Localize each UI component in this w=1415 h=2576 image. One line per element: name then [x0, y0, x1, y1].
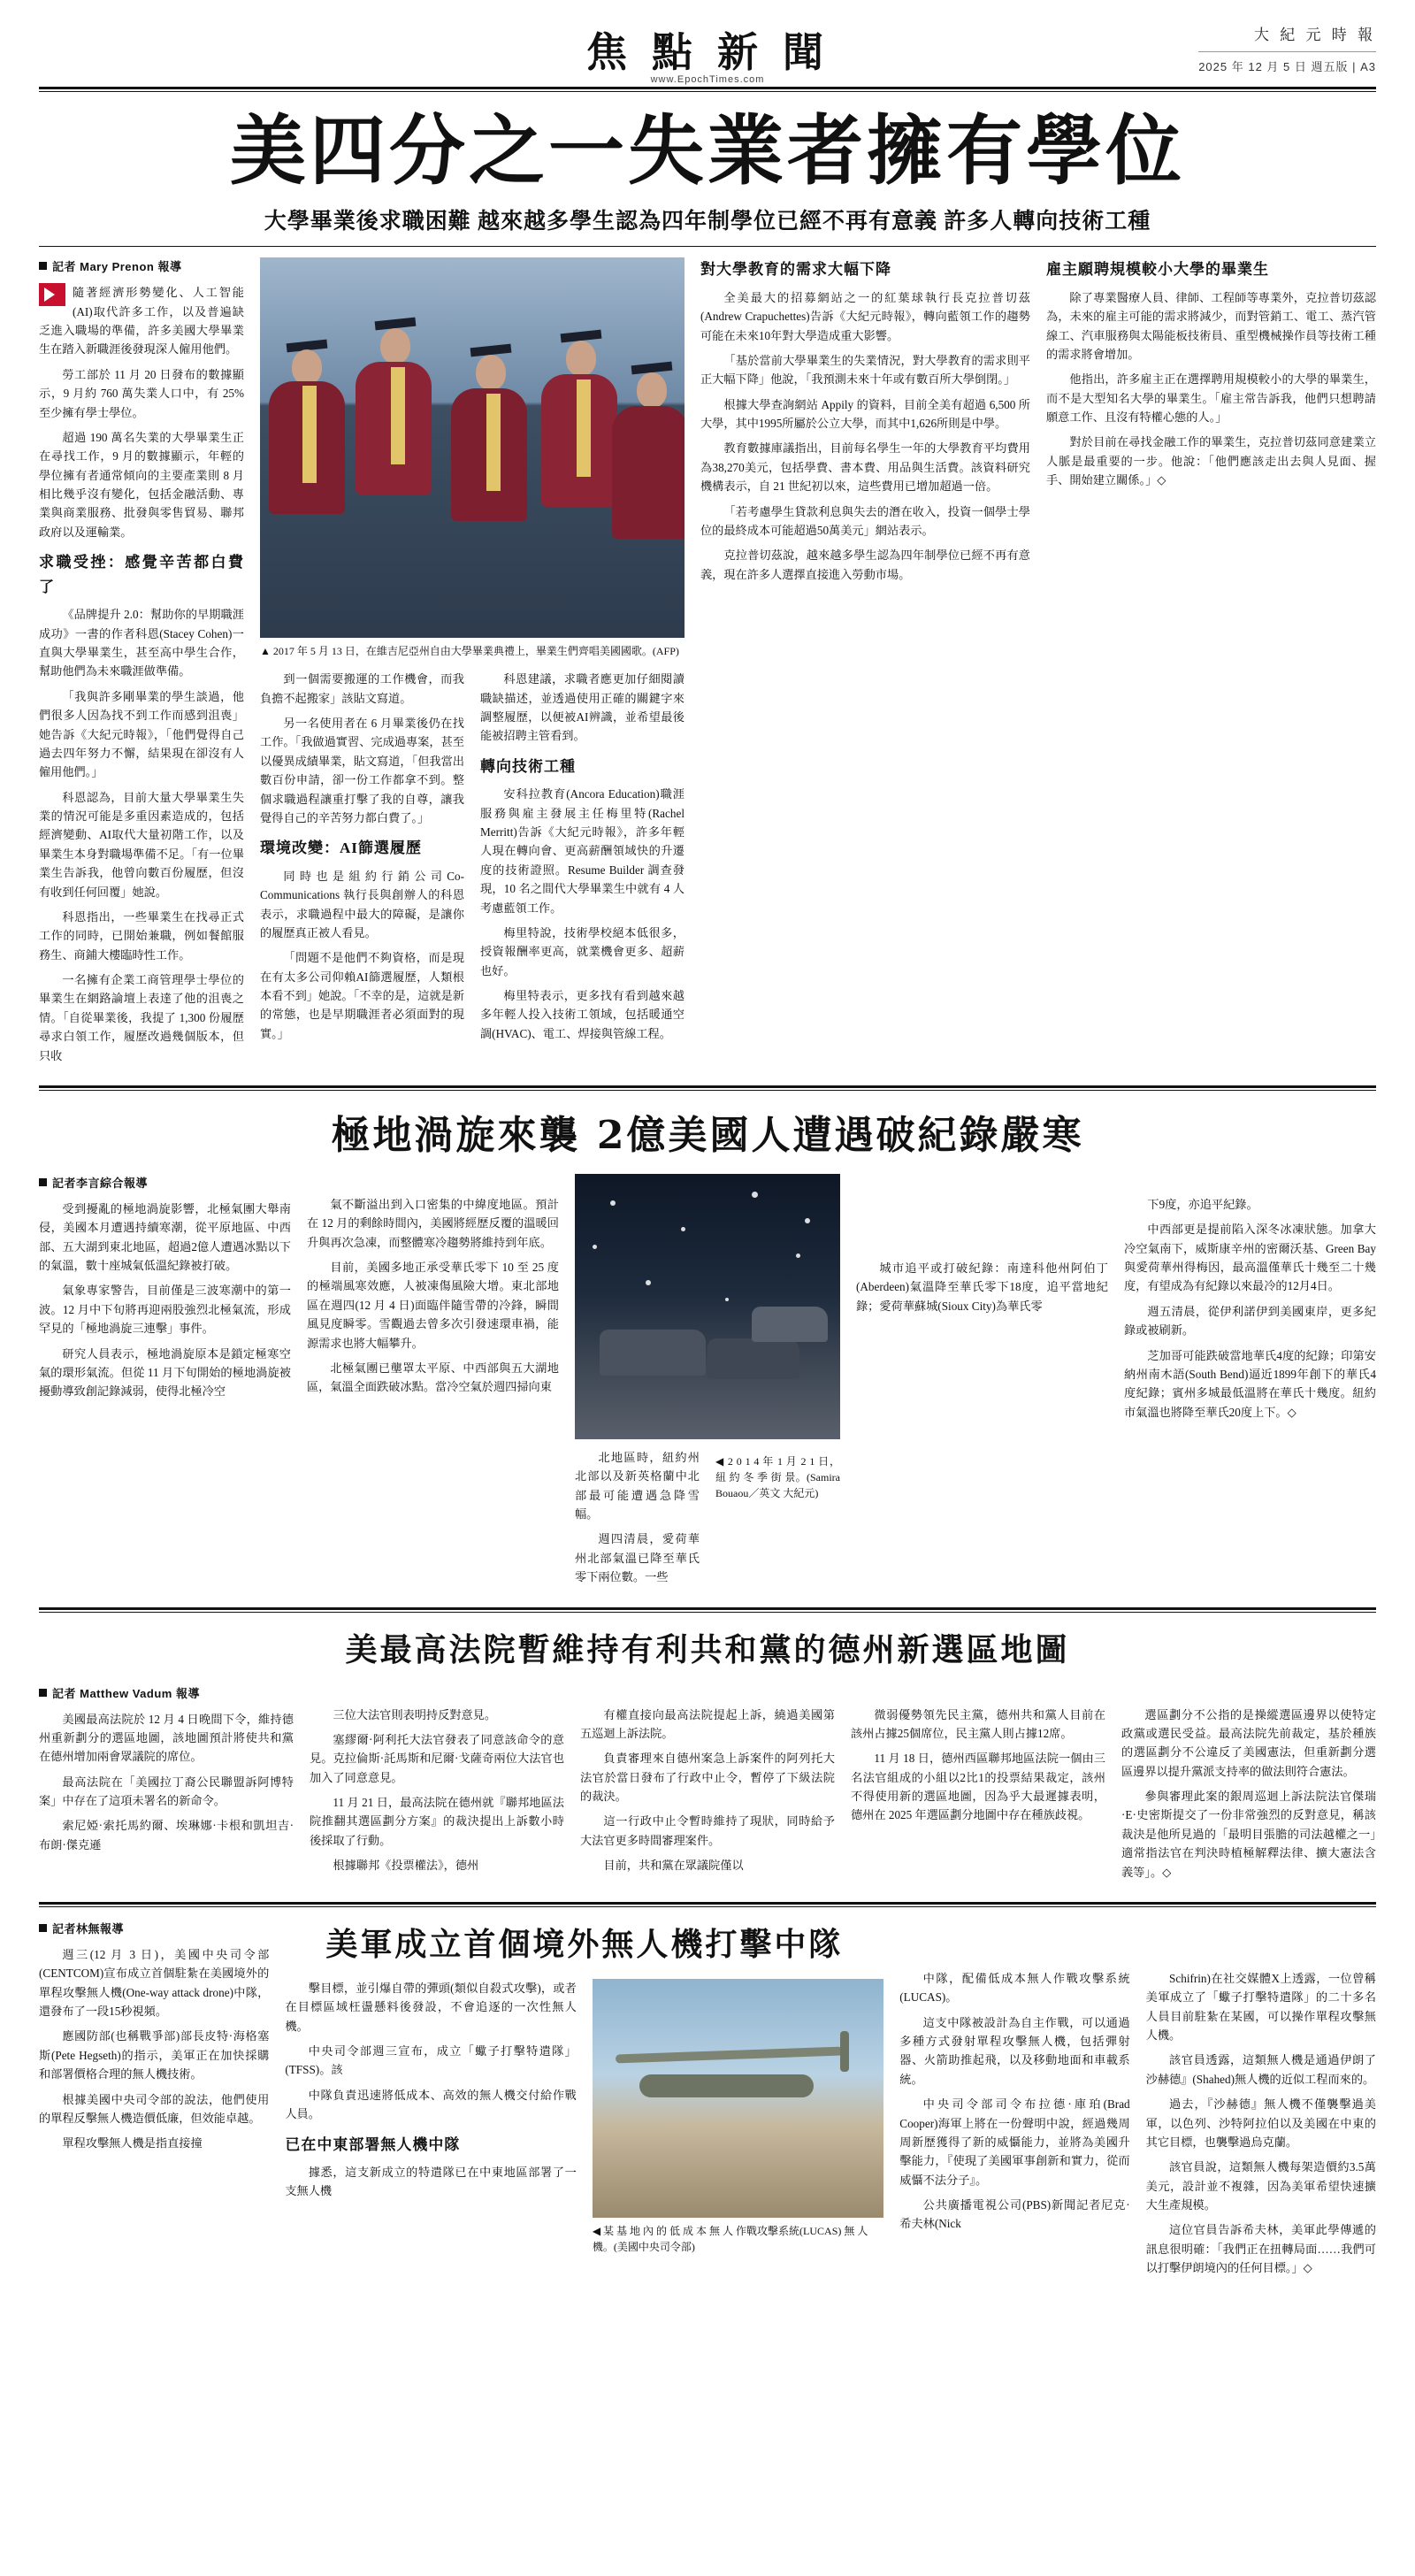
section3-col-4	[851, 1684, 1105, 1888]
lead-col-5	[1046, 257, 1376, 1071]
paragraph: 「若考慮學生貸款利息與失去的潛在收入，投資一個學士學位的最終成本可能超過50萬美元」網站表示。	[700, 504, 1030, 537]
paragraph: 最高法院在「美國拉丁裔公民聯盟訴阿博特案」中存在了這項未署名的新命令。	[39, 1775, 294, 1808]
paragraph: 週三(12 月 3 日)，美國中央司令部(CENTCOM)宣布成立首個駐紮在美國境外的單程攻擊無人機(One-way attack drone)中隊，還發布了一段15秒視頻。	[39, 1947, 270, 2019]
winter-street-photo	[575, 1174, 840, 1439]
paragraph: 參與審理此案的銀周巡迴上訴法院法官傑瑞·E·史密斯提交了一份非常強烈的反對意見，稱該裁決是他所見過的「最明目張膽的司法越權之一」適常指法官在判決時植極解釋法律、擴大憲法含義等」。◇	[1121, 1790, 1376, 1879]
headline-rule	[39, 246, 1376, 247]
paragraph: 科恩建議，求職者應更加仔細閱讀職缺描述，並透過使用正確的關鍵字來調整履歷，以便被AI辨識，並希望最後能被招聘主管看到。	[480, 672, 685, 743]
paragraph: 負責審理來自德州案急上訴案件的阿列托大法官於當日發布了行政中止令，暫停了下級法院的裁決。	[580, 1752, 835, 1804]
bullet-square-icon	[39, 262, 47, 270]
paragraph: 「問題不是他們不夠資格，而是現在有太多公司仰賴AI篩選履歷，人類根本看不到」她說。「不幸的是，這就是新的常態，也是早期職涯者必須面對的現實。」	[260, 951, 464, 1040]
paragraph: 另一名使用者在 6 月畢業後仍在找工作。「我做過實習、完成過專案，甚至以優異成績畢業，貼文寫道，「但我當出數百份申請，卻一份工作都拿不到。整個求職過程讓重打擊了我的自尊，讓我覺得自己的辛苦努力都白費了。」	[260, 717, 464, 824]
section4-rule-thin	[39, 1906, 1376, 1907]
paragraph: 對於目前在尋找金融工作的畢業生，克拉普切茲同意建業立人脈是最重要的一步。他說：「他們應該走出去與人見面、握手、開始建立關係。」◇	[1046, 435, 1376, 487]
subsection-heading: 轉向技術工種	[480, 757, 576, 775]
photo-caption: ◀ 某 基 地 內 的 低 成 本 無 人 作戰攻擊系統(LUCAS) 無 人 機。(美國中央司令部)	[592, 2224, 868, 2253]
section2-col-3b	[856, 1174, 1108, 1593]
paragraph: 同 時 也 是 組 約 行 銷 公 司 Co-Communications 執行長與創辦人的科恩表示，求職過程中最大的障礙，是讓你的履歷真正被人看見。	[260, 869, 464, 939]
section3-headline: 美最高法院暫維持有利共和黨的德州新選區地圖	[345, 1630, 1070, 1668]
paragraph: 塞繆爾·阿利托大法官發表了同意該命令的意見。克拉倫斯·託馬斯和尼爾·戈薩奇兩位大法官也加入了同意意見。	[310, 1732, 564, 1784]
paragraph: 11 月 18 日，德州西區聯邦地區法院一個由三名法官組成的小組以2比1的投票結果裁定，該州不得使用新的選區地圖，因為乎大最遲據表明，德州在 2025 年選區劃分地圖中存在種族歧視。	[851, 1752, 1105, 1822]
section4-col-4	[1146, 1920, 1376, 2284]
paragraph: 擊目標，並引爆自帶的彈頭(類似自殺式攻擊)，或者在目標區域枉盪懸料後發設，不會追逐的一次性無人機。	[285, 1981, 577, 2033]
paragraph: 有權直接向最高法院提起上訴，繞過美國第五巡迴上訴法院。	[580, 1707, 835, 1740]
paragraph: 受到擾亂的極地渦旋影響，北極氣團大舉南侵，美國本月遭遇持續寒潮，從平原地區、中西部、五大湖到東北地區，超過2億人遭遇冰點以下的氣溫，數十座城氣低溫紀錄被打破。	[39, 1201, 291, 1273]
paragraph: 一名擁有企業工商管理學士學位的畢業生在網路論壇上表達了他的沮喪之情。「自從畢業後，我提了 1,300 份履歷尋求白領工作，履歷改過幾個版本，但只收	[39, 973, 244, 1062]
masthead-rule-thin	[39, 91, 1376, 92]
paragraph: 單程攻擊無人機是指直接撞	[62, 2136, 203, 2150]
paragraph: 公共廣播電視公司(PBS)新聞記者尼克·希夫林(Nick	[899, 2198, 1130, 2231]
paragraph: 據悉，這支新成立的特遣隊已在中東地區部署了一支無人機	[285, 2166, 577, 2198]
paragraph: 氣象專家警告，目前僅是三波寒潮中的第一波。12 月中下旬將再迎兩股強烈北極氣流，形成罕見的「極地渦旋三連擊」事件。	[39, 1284, 291, 1336]
paragraph: 安科拉教育(Ancora Education)職涯服務與雇主發展主任梅里特(Rachel Merritt)告訴《大紀元時報》，許多年輕人現在轉向會、更高薪酬領域快的升遷度的技術證照。Resume Builder 調查發現，10 名之間代大學畢業生中就有 4 人考慮藍領工作。	[480, 787, 685, 915]
issue-line: 2025 年 12 月 5 日 週五版 | A3	[1198, 51, 1376, 74]
paragraph: 北地區時，紐約州北部以及新英格蘭中北部最可能遭遇急降雪幅。	[575, 1450, 700, 1522]
paragraph: 超過 190 萬名失業的大學畢業生正在尋找工作，9 月的數據顯示，年輕的學位擁有者通常傾向的主要產業則 8 月相比幾乎沒有變化，包括金融活動、專業與商業服務、批發與零售貿易、聯邦政府以及運輸業。	[39, 430, 244, 539]
section2-col-2	[307, 1174, 559, 1593]
paragraph: 該官員透露，這類無人機是通過伊朗了沙赫德』(Shahed)無人機的近似工程而來的。	[1145, 2053, 1376, 2086]
section4-center	[285, 1920, 883, 2284]
section4-photo-block	[593, 1979, 883, 2255]
paragraph: 到一個需要搬運的工作機會，而我負擔不起搬家」該貼文寫道。	[260, 672, 464, 705]
paragraph: 《品牌提升 2.0：幫助你的早期職涯成功》一書的作者科恩(Stacey Cohen)一直與大學畢業生，甚至高中學生合作，幫助他們為未來職涯做準備。	[39, 608, 244, 678]
paragraph: 研究人員表示，極地渦旋原本是鎖定極寒空氣的環形氣流。但從 11 月下旬開始的極地渦旋被擾動導致創記錄減弱，使得北極冷空	[39, 1346, 291, 1399]
paragraph: 週四清晨，愛荷華州北部氣溫已降至華氏零下兩位數。一些	[575, 1532, 700, 1584]
paragraph: 選區劃分不公指的是操縱選區邊界以使特定政黨或選民受益。最高法院先前裁定，基於種族的選區劃分不公違反了美國憲法，但重新劃分選區邊界以提升黨派支持率的做法則符合憲法。	[1121, 1707, 1376, 1778]
section2-col-3	[575, 1448, 700, 1593]
photo-caption: ◀ 2 0 1 4 年 1 月 2 1 日， 紐 約 冬 季 街 景。(Samira Bouaou／英文 大紀元)	[715, 1454, 840, 1499]
paragraph: 他指出，許多雇主正在選擇聘用規模較小的大學的畢業生，而不是大型知名大學的畢業生。「雇主常告訴我，他們只想聘請願意工作、且沒有特權心態的人。」	[1046, 372, 1376, 425]
paragraph: 微弱優勢領先民主黨，德州共和黨人目前在該州占據25個席位，民主黨人則占據12席。	[851, 1707, 1105, 1740]
paragraph: 週五清晨，從伊利諾伊到美國東岸，更多紀錄或被刷新。	[1124, 1304, 1376, 1338]
lead-headline: 美四分之一失業者擁有學位	[230, 106, 1185, 196]
paragraph: 根據美國中央司令部的說法，他們使用的單程反擊無人機造價低廉，但效能卓越。	[39, 2092, 270, 2125]
paragraph: 這位官員告訴希夫林，美軍此學傳遞的訊息很明確：「我們正在扭轉局面……我們可以打擊伊朗境內的任何目標。」◇	[1145, 2223, 1376, 2275]
paragraph: 中隊負責迅速將低成本、高效的無人機交付給作戰人員。	[285, 2088, 577, 2121]
paragraph: 勞工部於 11 月 20 日發布的數據顯示，9 月約 760 萬失業人口中，有 25% 至少擁有學士學位。	[39, 367, 244, 419]
section4-col-2	[285, 1979, 576, 2255]
subsection-heading: 環境改變：AI篩選履歷	[260, 840, 422, 857]
paragraph: 過去，『沙赫德』無人機不僅襲擊過美軍，以色列、沙特阿拉伯以及美國在中東的其它目標，也襲擊過烏克蘭。	[1145, 2097, 1376, 2149]
lead-byline: 記者 Mary Prenon 報導	[39, 257, 244, 276]
section3-byline: 記者 Matthew Vadum 報導	[39, 1684, 294, 1703]
paragraph: 這支中隊被設計為自主作戰，可以通過多種方式發射單程攻擊無人機，包括彈射器、火箭助推起飛，以及移動地面和車載系統。	[899, 2015, 1130, 2086]
paragraph: 美國最高法院於 12 月 4 日晚間下令，維持德州重新劃分的選區地圖，該地圖預計將使共和黨在德州增加兩會眾議院的席位。	[39, 1712, 294, 1764]
bullet-square-icon	[39, 1178, 47, 1186]
section4-col-1	[39, 1920, 269, 2284]
lead-columns	[39, 257, 1376, 1071]
paper-name: 大 紀 元 時 報	[1254, 27, 1376, 43]
paragraph: 根據聯邦《投票權法》，德州	[333, 1859, 479, 1873]
paragraph: 11 月 21 日，最高法院在德州就『聯邦地區法院推翻其選區劃分方案』的裁決提出上訴數小時後採取了行動。	[310, 1796, 564, 1847]
paragraph: 根據大學查詢網站 Appily 的資料，目前全美有超過 6,500 所大學，其中1995所屬於公立大學，而其中1,626所則是中學。	[700, 397, 1030, 431]
paragraph: 除了專業醫療人員、律師、工程師等專業外，克拉普切茲認為，未來的雇主可能的需求將減少，而對管銷工、電工、蒸汽管線工、汽車服務與太陽能板技術員、重型機械操作員等技術工種的需求將會增加。	[1046, 290, 1376, 361]
arrow-marker-icon	[39, 283, 65, 306]
paragraph: 目前，美國多地正承受華氏零下 10 至 25 度的極端風寒效應，人被凍傷風險大增。東北部地區在週四(12 月 4 日)面臨伴隨雪帶的冷鋒，瞬間風見度瞬零。雪觀過去曾多次引發速環車禍，能源需求也將大幅攀升。	[307, 1261, 559, 1350]
paragraph: 克拉普切茲說，越來越多學生認為四年制學位已經不再有意義，現在許多人選擇直接進入勞動市場。	[700, 548, 1030, 581]
lead-photo-block	[260, 257, 685, 1071]
paragraph: 該官員說，這類無人機每架造價約3.5萬美元，設計並不複雜，因為美軍希望快速擴大生產規模。	[1145, 2160, 1376, 2212]
subsection-heading: 對大學教育的需求大幅下降	[700, 261, 891, 279]
section3-col-5	[1121, 1684, 1376, 1888]
section4	[39, 1920, 1376, 2305]
masthead	[39, 0, 1376, 85]
subsection-heading: 已在中東部署無人機中隊	[285, 2135, 461, 2153]
graduation-photo	[260, 257, 685, 638]
section2-col-4	[1124, 1174, 1376, 1593]
section2-rule	[39, 1085, 1376, 1088]
section3-rule-thin	[39, 1612, 1376, 1613]
paragraph: 科恩認為，目前大量大學畢業生失業的情況可能是多重因素造成的，包括經濟變動、AI取代大量初階工作，以及畢業生本身對職場準備不足。「有一位畢業生告訴我，他曾向數百份履歷，但沒有收到任何回覆」她說。	[39, 790, 244, 899]
section2-col-1	[39, 1174, 291, 1593]
paragraph: 「我與許多剛畢業的學生談過，他們很多人因為找不到工作而感到沮喪」她告訴《大紀元時報》，「他們覺得自己過去四年努力不懈，結果現在卻沒有人僱用他們。」	[39, 689, 244, 779]
photo-caption: ▲ 2017 年 5 月 13 日，在維吉尼亞州自由大學畢業典禮上，畢業生們齊唱美國國歌。(AFP)	[260, 645, 679, 658]
section4-rule	[39, 1902, 1376, 1905]
lead-subhead: 大學畢業後求職困難 越來越多學生認為四年制學位已經不再有意義 許多人轉向技術工種	[264, 210, 1151, 234]
paragraph: 三位大法官則表明持反對意見。	[333, 1707, 497, 1721]
paragraph: 科恩指出，一些畢業生在找尋正式工作的同時，已開始兼職，例如餐館服務生、商鋪大樓臨時性工作。	[39, 909, 244, 962]
paragraph: 芝加哥可能跌破當地華氏4度的紀錄；印第安納州南木語(South Bend)逼近1899年創下的華氏4度紀錄；賓州多城最低溫將在華氏十幾度。紐約市氣溫也將降至華氏20度上下。◇	[1124, 1348, 1376, 1419]
lead-col-4	[700, 257, 1030, 1071]
paragraph: 「基於當前大學畢業生的失業情況，對大學教育的需求則平正大幅下降」他說，「我預測未來十年或有數百所大學倒閉。」	[700, 353, 1030, 387]
paragraph: Schifrin)在社交媒體X上透露，一位曾稱美軍成立了「蠍子打擊特遣隊」的二十多名人員目前駐紮在某國，可以操作單程攻擊無人機。	[1145, 1971, 1376, 2043]
paragraph: 城市追平或打破紀錄：南達科他州阿伯丁(Aberdeen)氣溫降至華氏零下18度，追平當地紀錄；愛荷華蘇城(Sioux City)為華氏零	[856, 1261, 1108, 1313]
bullet-square-icon	[39, 1689, 47, 1697]
section4-headline: 美軍成立首個境外無人機打擊中隊	[325, 1925, 844, 1963]
page-title: 焦 點 新 聞	[585, 28, 830, 76]
section2	[39, 1103, 1376, 1593]
section2-photo-caption-col	[715, 1448, 840, 1593]
subsection-heading: 求職受挫：感覺辛苦都白費了	[39, 554, 244, 595]
paragraph: 梅里特表示，更多找有看到越來越多年輕人投入技術工領域，包括暖通空調(HVAC)、電工、焊接與管線工程。	[480, 989, 685, 1040]
subsection-heading: 雇主願聘規模較小大學的畢業生	[1046, 261, 1269, 279]
section2-byline: 記者李言綜合報導	[39, 1174, 291, 1192]
paragraph: 中西部更是提前陷入深冬冰凍狀態。加拿大冷空氣南下，威斯康辛州的密爾沃基、Green Bay 與愛荷華州得梅因，最高溫僅華氏十幾至二十幾度，有望成為有紀錄以來最冷的12月4日。	[1124, 1223, 1376, 1293]
paragraph: 中隊，配備低成本無人作戰攻擊系統(LUCAS)。	[899, 1971, 1130, 2005]
paragraph: 這一行政中止令暫時維持了現狀，同時給予大法官更多時間審理案件。	[580, 1814, 835, 1847]
paragraph: 目前，共和黨在眾議院僅以	[603, 1859, 744, 1873]
paragraph: 下9度，亦追平紀錄。	[1147, 1197, 1258, 1211]
paragraph: 北極氣團已壟罩太平原、中西部與五大湖地區，氣溫全面跌破冰點。當冷空氣於週四掃向東	[307, 1361, 559, 1394]
section3	[39, 1625, 1376, 1888]
section2-photo-block	[575, 1174, 840, 1593]
lead-col-2	[260, 670, 464, 1049]
site-url: www.EpochTimes.com	[650, 74, 765, 85]
section3-rule	[39, 1607, 1376, 1610]
masthead-rule	[39, 87, 1376, 89]
paragraph: 全美最大的招募網站之一的紅葉球執行長克拉普切茲(Andrew Crapuchettes)告訴《大紀元時報》，轉向藍領工作的趨勢可能在未來10年對大學造成重大影響。	[700, 290, 1030, 342]
paragraph: 梅里特說，技術學校絕本低很多，授資報酬率更高，就業機會更多、超薪也好。	[480, 925, 685, 978]
section2-headline: 極地渦旋來襲 2億美國人遭遇破紀錄嚴寒	[331, 1112, 1084, 1158]
paragraph: 中央司令部週三宣布，成立「蠍子打擊特遣隊」(TFSS)。該	[285, 2044, 577, 2077]
bullet-square-icon	[39, 1924, 47, 1932]
section2-rule-thin	[39, 1090, 1376, 1091]
paragraph: 隨著經濟形勢變化、人工智能(AI)取代許多工作，以及普遍缺乏進入職場的準備，許多美國大學畢業生在踏入新職涯後發現深人僱用他們。	[39, 286, 244, 356]
paragraph: 中央司令部司令布拉德·庫珀(Brad Cooper)海軍上將在一份聲明中說，經過幾周周新歷獲得了新的威懾能力，並將為美國升擊能力，『使現了美國軍事創新和實力，從而威懾不法分子』。	[899, 2097, 1130, 2187]
section3-col-1	[39, 1684, 294, 1888]
section3-col-3	[580, 1684, 835, 1888]
paragraph: 氣不斷溢出到入口密集的中緯度地區。預計在 12 月的剩餘時間內，美國將經歷反覆的溫暖回升與再次急凍，而整體寒冷趨勢將維持到年底。	[307, 1197, 559, 1249]
lead-article	[39, 106, 1376, 235]
paragraph: 教育數據庫議指出，目前每名學生一年的大學教育平均費用為38,270美元，包括學費、書本費、用品與生活費。該資料研究機構表示，自 21 世紀初以來，這些費用已增加超過一倍。	[700, 441, 1030, 494]
paragraph: 應國防部(也稱戰爭部)部長皮特·海格塞斯(Pete Hegseth)的指示，美軍正在加快採購和部署價格合理的無人機技術。	[39, 2029, 270, 2082]
lead-col-1	[39, 257, 244, 1071]
paragraph: 索尼婭·索托馬約爾、埃琳娜·卡根和凱坦吉·布朗·傑克遜	[39, 1819, 294, 1852]
section4-byline: 記者林無報導	[39, 1920, 269, 1938]
section4-col-3	[899, 1920, 1129, 2284]
section3-col-2	[310, 1684, 564, 1888]
drone-photo	[593, 1979, 883, 2218]
lead-col-3	[480, 670, 685, 1049]
